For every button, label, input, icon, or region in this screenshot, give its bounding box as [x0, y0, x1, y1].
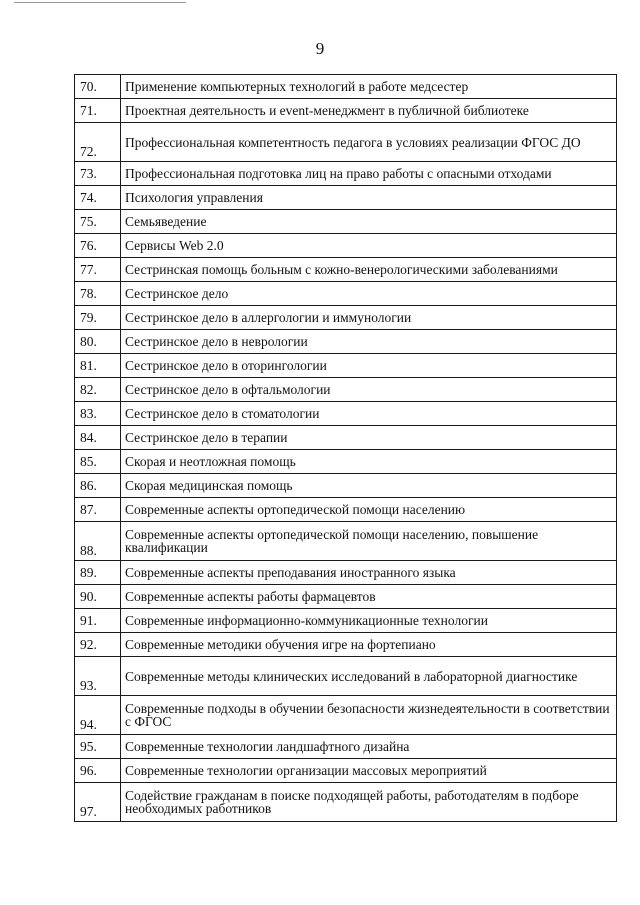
row-number: 90.	[75, 585, 121, 609]
table-row	[75, 378, 617, 402]
program-title: Проектная деятельность и event-менеджмент в публичной библиотеке	[121, 99, 617, 123]
table-row	[75, 633, 617, 657]
row-number: 89.	[75, 561, 121, 585]
table-row	[75, 522, 617, 561]
program-title: Современные методы клинических исследований в лабораторной диагностике	[121, 657, 617, 696]
program-title: Сервисы Web 2.0	[121, 234, 617, 258]
program-title: Современные методики обучения игре на фортепиано	[121, 633, 617, 657]
program-title: Современные информационно-коммуникационные технологии	[121, 609, 617, 633]
program-title: Семьяведение	[121, 210, 617, 234]
row-number: 88.	[75, 522, 121, 561]
table-row	[75, 561, 617, 585]
row-number: 96.	[75, 759, 121, 783]
program-title: Сестринская помощь больным с кожно-венерологическими заболеваниями	[121, 258, 617, 282]
table-row	[75, 498, 617, 522]
row-number: 77.	[75, 258, 121, 282]
table-row	[75, 402, 617, 426]
scan-edge-line	[14, 2, 186, 3]
table-row	[75, 609, 617, 633]
row-number: 94.	[75, 696, 121, 735]
table-row	[75, 657, 617, 696]
table-row	[75, 123, 617, 162]
row-number: 87.	[75, 498, 121, 522]
table-row	[75, 759, 617, 783]
program-list-table	[74, 74, 617, 822]
table-row	[75, 330, 617, 354]
program-title: Сестринское дело в терапии	[121, 426, 617, 450]
table-row	[75, 234, 617, 258]
table-row	[75, 450, 617, 474]
row-number: 76.	[75, 234, 121, 258]
program-title: Сестринское дело	[121, 282, 617, 306]
table-row	[75, 258, 617, 282]
table-row	[75, 162, 617, 186]
table-row	[75, 735, 617, 759]
program-title: Профессиональная компетентность педагога в условиях реализации ФГОС ДО	[121, 123, 617, 162]
program-title: Скорая и неотложная помощь	[121, 450, 617, 474]
row-number: 83.	[75, 402, 121, 426]
row-number: 95.	[75, 735, 121, 759]
program-title: Современные аспекты работы фармацевтов	[121, 585, 617, 609]
table-row	[75, 306, 617, 330]
page-number: 9	[315, 39, 325, 58]
program-title: Современные технологии организации массовых мероприятий	[121, 759, 617, 783]
program-title: Применение компьютерных технологий в работе медсестер	[121, 75, 617, 99]
row-number: 78.	[75, 282, 121, 306]
row-number: 86.	[75, 474, 121, 498]
row-number: 92.	[75, 633, 121, 657]
program-title: Современные технологии ландшафтного дизайна	[121, 735, 617, 759]
program-title: Сестринское дело в стоматологии	[121, 402, 617, 426]
row-number: 97.	[75, 783, 121, 822]
program-title: Профессиональная подготовка лиц на право работы с опасными отходами	[121, 162, 617, 186]
table-row	[75, 99, 617, 123]
table-row	[75, 210, 617, 234]
row-number: 84.	[75, 426, 121, 450]
table-row	[75, 282, 617, 306]
row-number: 79.	[75, 306, 121, 330]
program-title: Сестринское дело в офтальмологии	[121, 378, 617, 402]
row-number: 70.	[75, 75, 121, 99]
row-number: 71.	[75, 99, 121, 123]
program-list-body	[75, 75, 617, 822]
table-row	[75, 696, 617, 735]
program-title: Психология управления	[121, 186, 617, 210]
row-number: 85.	[75, 450, 121, 474]
table-row	[75, 474, 617, 498]
table-row	[75, 585, 617, 609]
table-row	[75, 186, 617, 210]
row-number: 72.	[75, 123, 121, 162]
table-row	[75, 783, 617, 822]
program-title: Содействие гражданам в поиске подходящей работы, работодателям в подборе необходимых работников	[121, 783, 617, 822]
program-title: Сестринское дело в неврологии	[121, 330, 617, 354]
table-row	[75, 354, 617, 378]
row-number: 91.	[75, 609, 121, 633]
program-title: Сестринское дело в оторингологии	[121, 354, 617, 378]
row-number: 93.	[75, 657, 121, 696]
program-title: Сестринское дело в аллергологии и иммунологии	[121, 306, 617, 330]
row-number: 74.	[75, 186, 121, 210]
row-number: 75.	[75, 210, 121, 234]
row-number: 73.	[75, 162, 121, 186]
row-number: 82.	[75, 378, 121, 402]
program-title: Скорая медицинская помощь	[121, 474, 617, 498]
program-title: Современные аспекты преподавания иностранного языка	[121, 561, 617, 585]
program-title: Современные подходы в обучении безопасности жизнедеятельности в соответствии с ФГОС	[121, 696, 617, 735]
program-title: Современные аспекты ортопедической помощи населению	[121, 498, 617, 522]
table-row	[75, 426, 617, 450]
table-row	[75, 75, 617, 99]
program-title: Современные аспекты ортопедической помощи населению, повышение квалификации	[121, 522, 617, 561]
row-number: 81.	[75, 354, 121, 378]
row-number: 80.	[75, 330, 121, 354]
